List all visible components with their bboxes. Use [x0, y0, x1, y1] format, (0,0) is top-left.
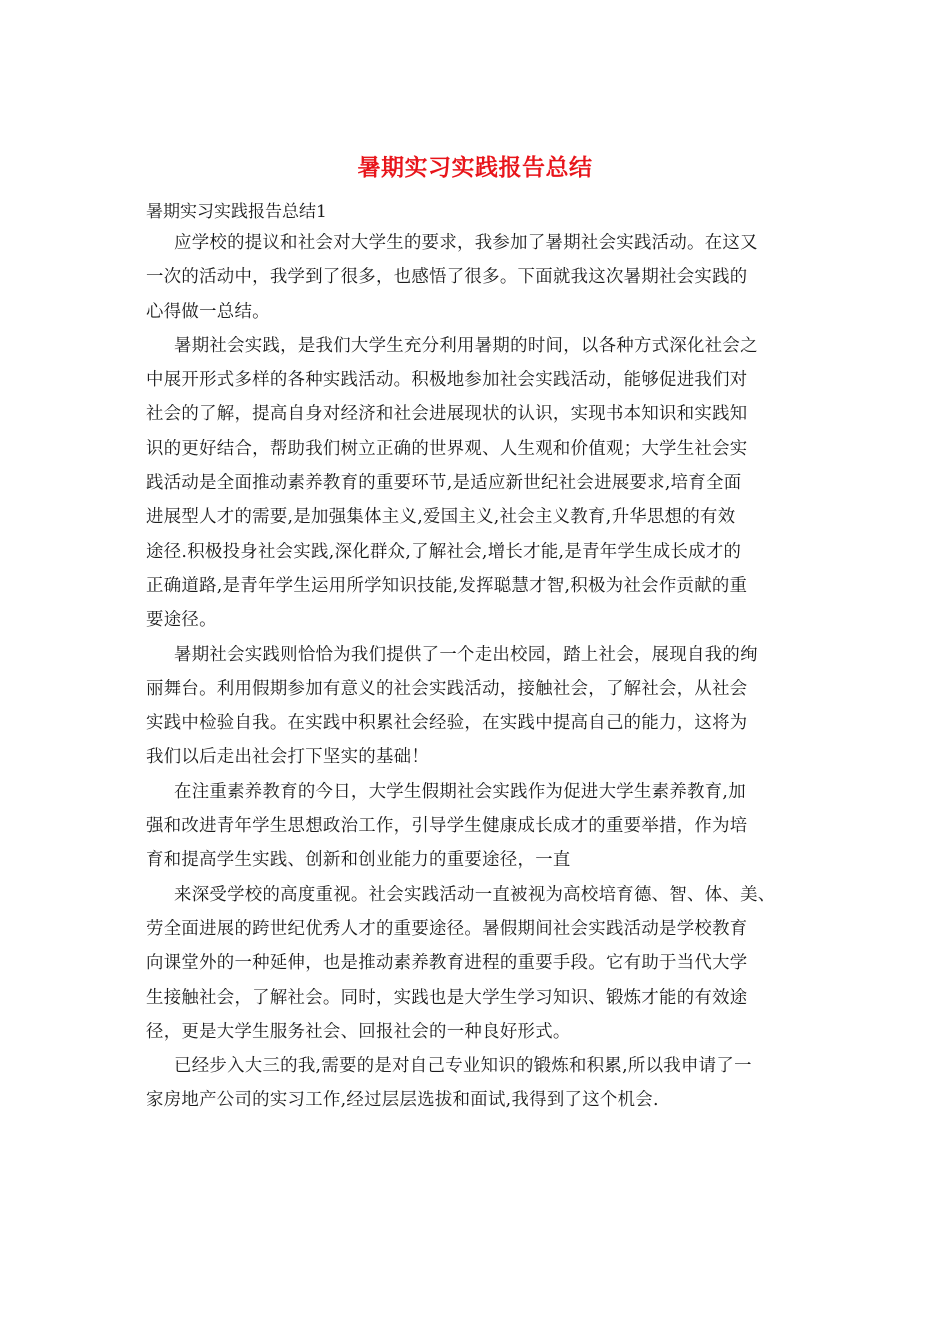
text-line: 践活动是全面推动素养教育的重要环节,是适应新世纪社会进展要求,培育全面 — [146, 473, 742, 494]
text-line: 应学校的提议和社会对大学生的要求，我参加了暑期社会实践活动。在这又 — [174, 233, 758, 253]
text-line: 强和改进青年学生思想政治工作，引导学生健康成长成才的重要举措，作为培 — [146, 816, 748, 837]
text-line: 育和提高学生实践、创新和创业能力的重要途径，一直 — [146, 850, 571, 871]
text-line: 识的更好结合，帮助我们树立正确的世界观、人生观和价值观；大学生社会实 — [146, 438, 748, 459]
text-line: 我们以后走出社会打下坚实的基础！ — [146, 747, 430, 768]
text-line: 途径.积极投身社会实践,深化群众,了解社会,增长才能,是青年学生成长成才的 — [146, 541, 742, 562]
text-line: 社会的了解，提高自身对经济和社会进展现状的认识，实现书本知识和实践知 — [146, 404, 748, 425]
text-line: 暑期社会实践，是我们大学生充分利用暑期的时间，以各种方式深化社会之 — [174, 335, 758, 356]
text-line: 一次的活动中，我学到了很多，也感悟了很多。下面就我这次暑期社会实践的 — [146, 267, 748, 288]
text-line: 径，更是大学生服务社会、回报社会的一种良好形式。 — [146, 1021, 571, 1042]
text-line: 进展型人才的需要,是加强集体主义,爱国主义,社会主义教育,升华思想的有效 — [146, 507, 736, 528]
text-line: 中展开形式多样的各种实践活动。积极地参加社会实践活动，能够促进我们对 — [146, 370, 748, 391]
text-line: 正确道路,是青年学生运用所学知识技能,发挥聪慧才智,积极为社会作贡献的重 — [146, 575, 748, 596]
text-line: 劳全面进展的跨世纪优秀人才的重要途径。暑假期间社会实践活动是学校教育 — [146, 918, 748, 939]
paragraph-6 — [146, 1049, 826, 1118]
text-line: 家房地产公司的实习工作,经过层层选拔和面试,我得到了这个机会. — [146, 1090, 659, 1111]
text-line: 心得做一总结。 — [146, 301, 270, 322]
text-line: 丽舞台。利用假期参加有意义的社会实践活动，接触社会，了解社会，从社会 — [146, 678, 748, 699]
document-body — [146, 226, 826, 1118]
text-line: 向课堂外的一种延伸，也是推动素养教育进程的重要手段。它有助于当代大学 — [146, 953, 748, 974]
paragraph-4 — [146, 775, 826, 878]
text-line: 暑期社会实践则恰恰为我们提供了一个走出校园，踏上社会，展现自我的绚 — [174, 644, 758, 665]
document-title: 暑期实习实践报告总结 — [357, 154, 593, 181]
text-line: 要途径。 — [146, 610, 217, 631]
text-line: 实践中检验自我。在实践中积累社会经验，在实践中提高自己的能力，这将为 — [146, 713, 748, 734]
text-line: 来深受学校的高度重视。社会实践活动一直被视为高校培育德、智、体、美、 — [174, 884, 776, 905]
text-line: 在注重素养教育的今日，大学生假期社会实践作为促进大学生素养教育,加 — [174, 781, 746, 802]
paragraph-5 — [146, 878, 826, 1049]
document-subtitle: 暑期实习实践报告总结1 — [146, 202, 327, 222]
paragraph-3 — [146, 638, 826, 775]
text-line: 已经步入大三的我,需要的是对自己专业知识的锻炼和积累,所以我申请了一 — [174, 1056, 752, 1077]
paragraph-2 — [146, 329, 826, 638]
text-line: 生接触社会，了解社会。同时，实践也是大学生学习知识、锻炼才能的有效途 — [146, 987, 748, 1008]
paragraph-1 — [146, 226, 826, 329]
